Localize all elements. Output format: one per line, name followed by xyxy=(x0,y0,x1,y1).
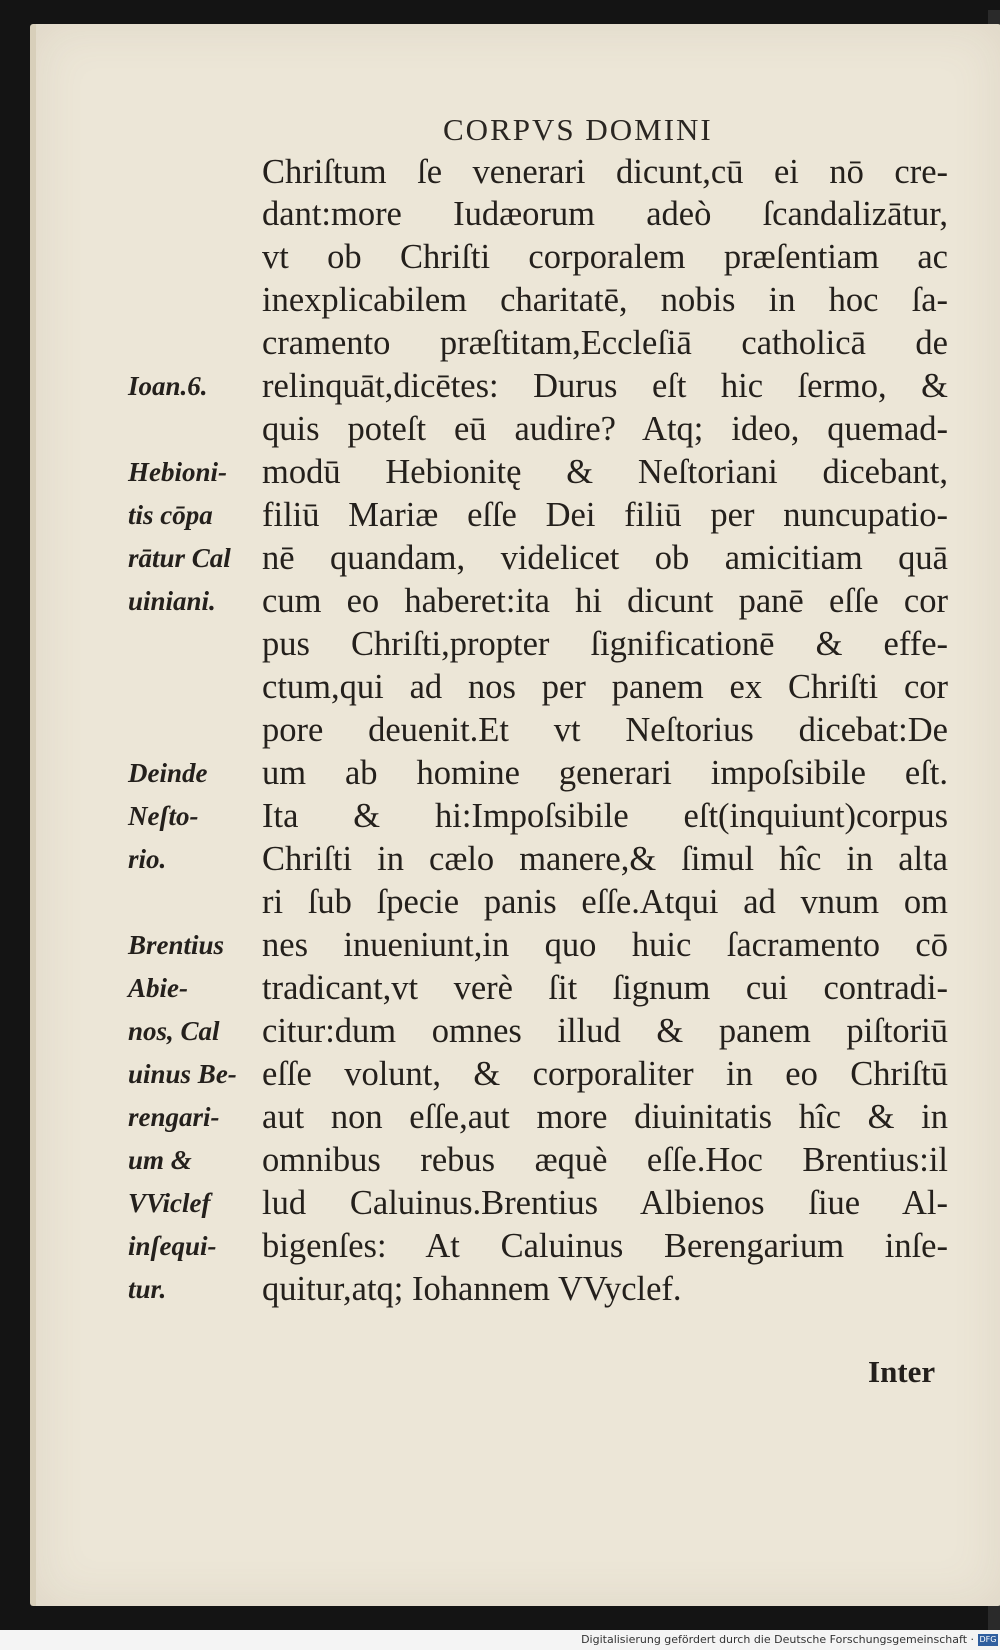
marginal-note: rātur Cal xyxy=(128,543,231,573)
marginal-note: Ioan.6. xyxy=(128,371,208,401)
text-line: cum eo haberet:ita hi dicunt panē eſſe cor xyxy=(262,582,948,620)
text-line: relinquāt,dicētes: Durus eſt hic ſermo, & xyxy=(262,367,948,405)
marginal-note: uiniani. xyxy=(128,586,216,616)
marginal-note: tur. xyxy=(128,1274,167,1304)
text-line: aut non eſſe,aut more diuinitatis hîc & in xyxy=(262,1098,948,1136)
text-line: inexplicabilem charitatē, nobis in hoc ſa- xyxy=(262,281,948,319)
text-line: bigenſes: At Caluinus Berengarium inſe- xyxy=(262,1227,948,1265)
marginal-note: tis cōpa xyxy=(128,500,213,530)
digitization-credit: Digitalisierung gefördert durch die Deutsche Forschungsgemeinschaft · xyxy=(581,1633,974,1646)
text-line: quitur,atq; Iohannem VVyclef. xyxy=(262,1270,682,1308)
marginal-note: uinus Be- xyxy=(128,1059,237,1089)
text-line: dant:more Iudæorum adeò ſcandalizātur, xyxy=(262,195,948,233)
dfg-logo-icon: DFG xyxy=(979,1635,997,1644)
text-line: vt ob Chriſti corporalem præſentiam ac xyxy=(262,238,948,276)
text-line: pore deuenit.Et vt Neſtorius dicebat:De xyxy=(262,711,948,749)
text-line: pus Chriſti,propter ſignificationē & effe- xyxy=(262,625,948,663)
text-line: um ab homine generari impoſsibile eſt. xyxy=(262,754,948,792)
text-line: ri ſub ſpecie panis eſſe.Atqui ad vnum om xyxy=(262,883,948,921)
text-line: Chriſti in cælo manere,& ſimul hîc in alta xyxy=(262,840,948,878)
marginal-note: rio. xyxy=(128,844,167,874)
text-line: citur:dum omnes illud & panem piſtoriū xyxy=(262,1012,948,1050)
text-line: tradicant,vt verè ſit ſignum cui contradi- xyxy=(262,969,948,1007)
text-line: nes inueniunt,in quo huic ſacramento cō xyxy=(262,926,948,964)
text-line: nē quandam, videlicet ob amicitiam quā xyxy=(262,539,948,577)
text-line: Chriſtum ſe venerari dicunt,cū ei nō cre- xyxy=(262,153,948,191)
catchword: Inter xyxy=(868,1354,936,1389)
marginal-note: Abie- xyxy=(128,973,188,1003)
marginal-note: rengari- xyxy=(128,1102,220,1132)
text-line: Ita & hi:Impoſsibile eſt(inquiunt)corpus xyxy=(262,797,948,835)
marginal-note: Deinde xyxy=(128,758,208,788)
text-line: filiū Mariæ eſſe Dei filiū per nuncupatio- xyxy=(262,496,948,534)
text-line: eſſe volunt, & corporaliter in eo Chriſtū xyxy=(262,1055,948,1093)
marginal-note: um & xyxy=(128,1145,192,1175)
marginal-note: Hebioni- xyxy=(128,457,227,487)
marginal-note: nos, Cal xyxy=(128,1016,220,1046)
text-line: ctum,qui ad nos per panem ex Chriſti cor xyxy=(262,668,948,706)
text-line: modū Hebionitę & Neſtoriani dicebant, xyxy=(262,453,948,491)
marginal-note: Brentius xyxy=(128,930,225,960)
marginal-note: inſequi- xyxy=(128,1231,217,1261)
text-line: cramento præſtitam,Eccleſiā catholicā de xyxy=(262,324,948,362)
text-line: quis poteſt eū audire? Atq; ideo, quemad- xyxy=(262,410,948,448)
marginal-note: VViclef xyxy=(128,1188,211,1218)
text-line: lud Caluinus.Brentius Albienos ſiue Al- xyxy=(262,1184,948,1222)
marginal-note: Neſto- xyxy=(128,801,199,831)
running-title: CORPVS DOMINI xyxy=(443,112,713,147)
text-line: omnibus rebus æquè eſſe.Hoc Brentius:il xyxy=(262,1141,948,1179)
